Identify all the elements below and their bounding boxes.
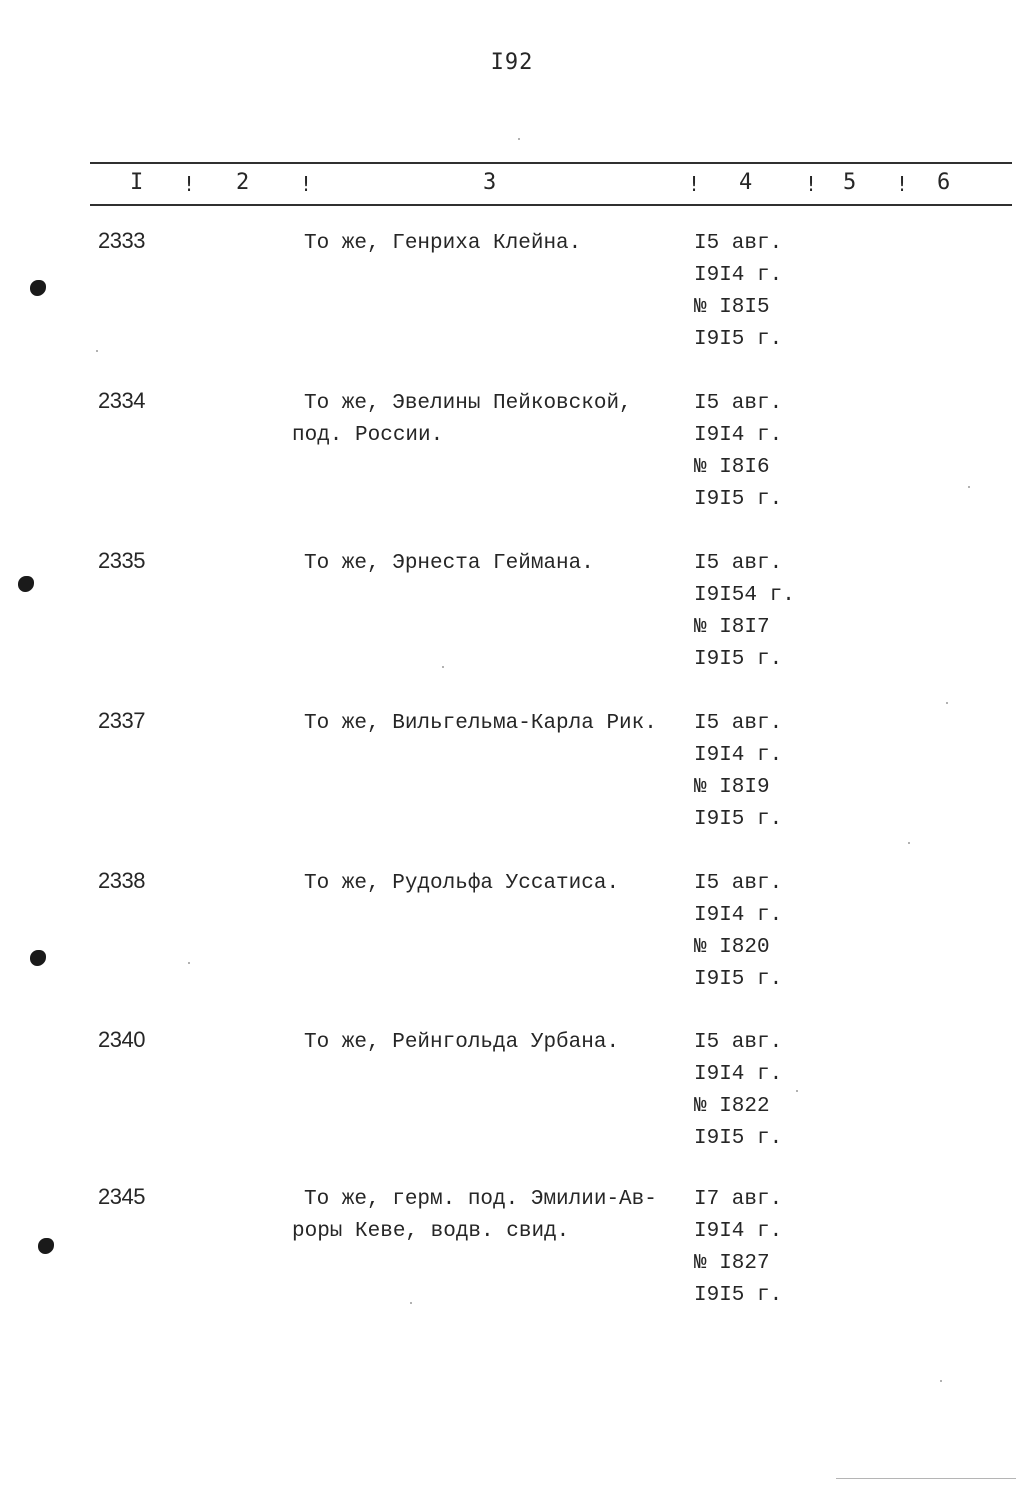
date-line: I9I5 г.: [694, 968, 783, 991]
column-separator: !: [183, 172, 196, 196]
date-line: I9I5 г.: [694, 328, 783, 351]
date-line: I9I4 г.: [694, 744, 783, 767]
entry-number: 2334: [98, 388, 145, 413]
date-line: I5 авг.: [694, 392, 783, 415]
scan-speck: [796, 1090, 798, 1092]
entry-date: [694, 388, 782, 516]
date-line: I5 авг.: [694, 872, 783, 895]
entry-date: [694, 548, 795, 676]
date-line: I9I4 г.: [694, 1220, 783, 1243]
entry-number: 2337: [98, 708, 145, 733]
entry-number: 2345: [98, 1184, 145, 1209]
entry-description: [292, 708, 682, 740]
scan-speck: [410, 1302, 412, 1304]
date-line: № I822: [694, 1095, 770, 1118]
column-header-3: 3: [483, 170, 497, 195]
table-row: [0, 548, 1024, 678]
entry-description: [292, 388, 682, 452]
date-line: I5 авг.: [694, 552, 783, 575]
description-line: То же, Рудольфа Уссатиса.: [304, 872, 620, 895]
date-line: № I8I9: [694, 776, 770, 799]
description-line: роры Кеве, водв. свид.: [292, 1220, 570, 1243]
entry-date: [694, 868, 782, 996]
description-line: То же, Эвелины Пейковской,: [304, 392, 632, 415]
date-line: I9I5 г.: [694, 488, 783, 511]
column-separator: !: [688, 172, 701, 196]
description-line: То же, герм. под. Эмилии-Ав-: [304, 1188, 657, 1211]
date-line: I5 авг.: [694, 712, 783, 735]
date-line: I9I54 г.: [694, 584, 795, 607]
column-header-6: 6: [937, 170, 951, 195]
entry-description: [292, 228, 682, 260]
date-line: № I820: [694, 936, 770, 959]
date-line: I9I5 г.: [694, 1127, 783, 1150]
scan-speck: [518, 138, 520, 140]
page-number: I92: [490, 50, 534, 75]
table-row: [0, 1184, 1024, 1314]
date-line: I9I4 г.: [694, 264, 783, 287]
date-line: I9I5 г.: [694, 1284, 783, 1307]
entry-description: [292, 868, 682, 900]
date-line: № I8I7: [694, 616, 770, 639]
entry-date: [694, 1027, 782, 1155]
date-line: I7 авг.: [694, 1188, 783, 1211]
entry-number: 2335: [98, 548, 145, 573]
date-line: I9I4 г.: [694, 424, 783, 447]
date-line: I5 авг.: [694, 1031, 783, 1054]
scan-speck: [188, 962, 190, 964]
date-line: № I827: [694, 1252, 770, 1275]
description-line: То же, Эрнеста Геймана.: [304, 552, 594, 575]
table-row: [0, 708, 1024, 838]
entry-date: [694, 228, 782, 356]
scan-speck: [940, 1380, 942, 1382]
entry-number: 2340: [98, 1027, 145, 1052]
date-line: I9I5 г.: [694, 648, 783, 671]
entry-date: [694, 1184, 782, 1312]
date-line: I9I5 г.: [694, 808, 783, 831]
column-header-1: I: [130, 170, 144, 195]
table-row: [0, 868, 1024, 998]
scan-speck: [908, 842, 910, 844]
scan-speck: [946, 702, 948, 704]
date-line: I9I4 г.: [694, 904, 783, 927]
description-line: То же, Генриха Клейна.: [304, 232, 582, 255]
date-line: № I8I5: [694, 296, 770, 319]
column-header-4: 4: [739, 170, 753, 195]
column-separator: !: [896, 172, 909, 196]
date-line: I5 авг.: [694, 232, 783, 255]
scan-edge-line: [836, 1478, 1016, 1479]
table-row: [0, 388, 1024, 518]
date-line: I9I4 г.: [694, 1063, 783, 1086]
column-separator: !: [300, 172, 313, 196]
entry-date: [694, 708, 782, 836]
entry-description: [292, 1027, 682, 1059]
table-top-rule: [90, 162, 1012, 164]
entry-number: 2338: [98, 868, 145, 893]
scan-speck: [96, 350, 98, 352]
scan-speck: [968, 486, 970, 488]
column-header-5: 5: [843, 170, 857, 195]
scan-speck: [442, 666, 444, 668]
table-row: [0, 1027, 1024, 1157]
date-line: № I8I6: [694, 456, 770, 479]
entry-number: 2333: [98, 228, 145, 253]
description-line: То же, Вильгельма-Карла Рик.: [304, 712, 657, 735]
entry-description: [292, 548, 682, 580]
column-header-2: 2: [236, 170, 250, 195]
entry-description: [292, 1184, 682, 1248]
column-separator: !: [805, 172, 818, 196]
description-line: под. России.: [292, 424, 444, 447]
description-line: То же, Рейнгольда Урбана.: [304, 1031, 620, 1054]
table-row: [0, 228, 1024, 358]
table-header-rule: [90, 204, 1012, 206]
